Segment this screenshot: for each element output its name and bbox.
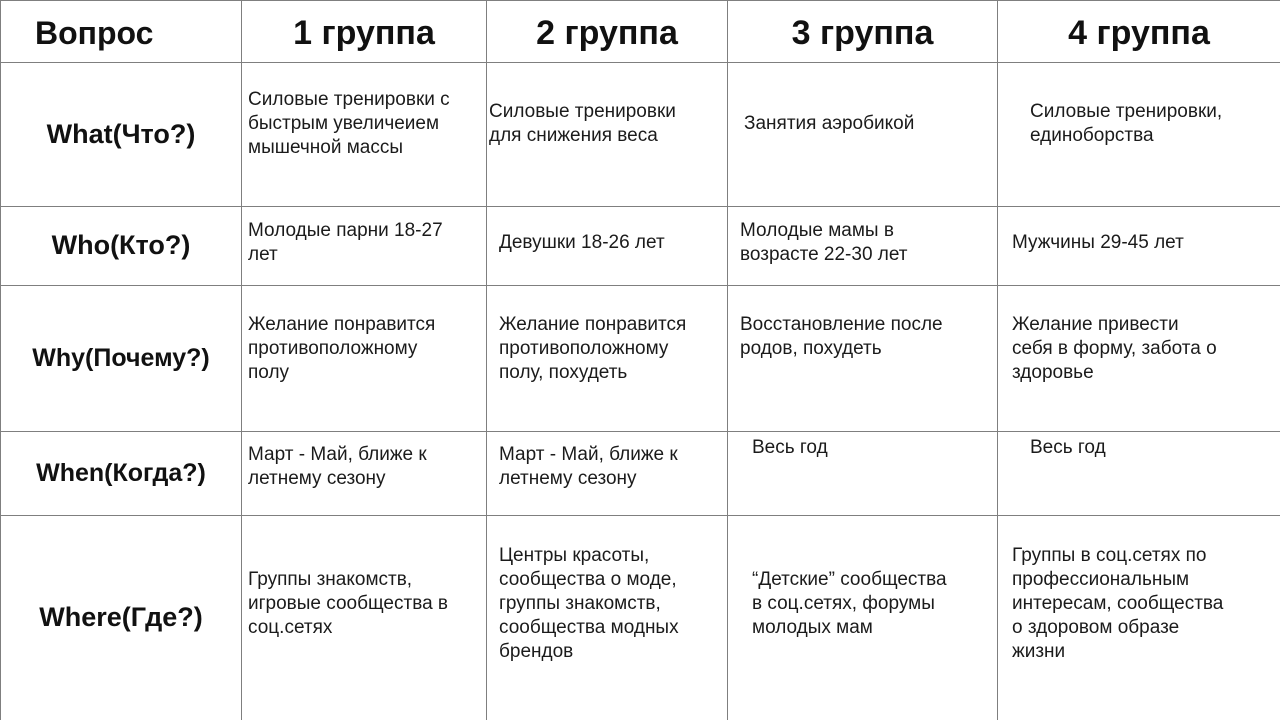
cell-text: “Детские” сообщества в соц.сетях, форумы молодых мам xyxy=(752,569,947,638)
table-header-row xyxy=(1,1,1280,63)
header-group-1: 1 группа xyxy=(242,1,487,63)
cell-text: Группы в соц.сетях по профессиональным интересам, сообщества о здоровом образе жизни xyxy=(1012,545,1224,662)
cell-text: Силовые тренировки, единоборства xyxy=(1030,100,1223,146)
question-where: Where(Где?) xyxy=(1,516,242,720)
cell-text: Группы знакомств, игровые сообщества в соц.сетях xyxy=(248,569,449,638)
cell-when-group-4 xyxy=(998,432,1280,516)
cell-text: Молодые мамы в возрасте 22-30 лет xyxy=(740,220,908,265)
header-group-4: 4 группа xyxy=(998,1,1280,63)
cell-text: Желание понравится противоположному полу xyxy=(248,313,436,383)
cell-text: Желание привести себя в форму, забота о здоровье xyxy=(1012,313,1217,383)
cell-text: Желание понравится противоположному полу, похудеть xyxy=(499,313,687,383)
cell-why-group-1 xyxy=(242,286,487,432)
question-when: When(Когда?) xyxy=(1,432,242,516)
question-what: What(Что?) xyxy=(1,63,242,207)
cell-what-group-1 xyxy=(242,63,487,207)
cell-who-group-3 xyxy=(728,207,998,286)
question-why: Why(Почему?) xyxy=(1,286,242,432)
cell-why-group-4 xyxy=(998,286,1280,432)
cell-text: Март - Май, ближе к летнему сезону xyxy=(248,443,427,489)
cell-who-group-4 xyxy=(998,207,1280,286)
cell-what-group-2 xyxy=(487,63,728,207)
cell-when-group-2 xyxy=(487,432,728,516)
cell-text: Март - Май, ближе к летнему сезону xyxy=(499,443,678,489)
cell-when-group-3 xyxy=(728,432,998,516)
cell-text: Центры красоты, сообщества о моде, группы знакомств, сообщества модных брендов xyxy=(499,545,679,662)
table-row-where xyxy=(1,516,1280,720)
cell-where-group-1 xyxy=(242,516,487,720)
cell-text: Мужчины 29-45 лет xyxy=(1012,232,1184,253)
cell-text: Силовые тренировки для снижения веса xyxy=(489,100,676,146)
table-row-why xyxy=(1,286,1280,432)
cell-text: Весь год xyxy=(752,436,828,458)
cell-what-group-3 xyxy=(728,63,998,207)
cell-why-group-3 xyxy=(728,286,998,432)
cell-who-group-1 xyxy=(242,207,487,286)
header-group-2: 2 группа xyxy=(487,1,728,63)
question-who: Who(Кто?) xyxy=(1,207,242,286)
table-row-what xyxy=(1,63,1280,207)
cell-where-group-3 xyxy=(728,516,998,720)
cell-text: Девушки 18-26 лет xyxy=(499,232,665,253)
cell-what-group-4 xyxy=(998,63,1280,207)
table-row-when xyxy=(1,432,1280,516)
header-group-3: 3 группа xyxy=(728,1,998,63)
cell-why-group-2 xyxy=(487,286,728,432)
cell-text: Восстановление после родов, похудеть xyxy=(740,313,943,359)
cell-when-group-1 xyxy=(242,432,487,516)
table-row-who xyxy=(1,207,1280,286)
cell-text: Занятия аэробикой xyxy=(744,112,915,134)
cell-text: Силовые тренировки с быстрым увеличеием мышечной массы xyxy=(248,88,450,158)
cell-text: Весь год xyxy=(1030,436,1106,458)
cell-text: Молодые парни 18-27 лет xyxy=(248,220,443,265)
header-question: Вопрос xyxy=(1,1,242,63)
cell-where-group-4 xyxy=(998,516,1280,720)
cell-who-group-2 xyxy=(487,207,728,286)
cell-where-group-2 xyxy=(487,516,728,720)
